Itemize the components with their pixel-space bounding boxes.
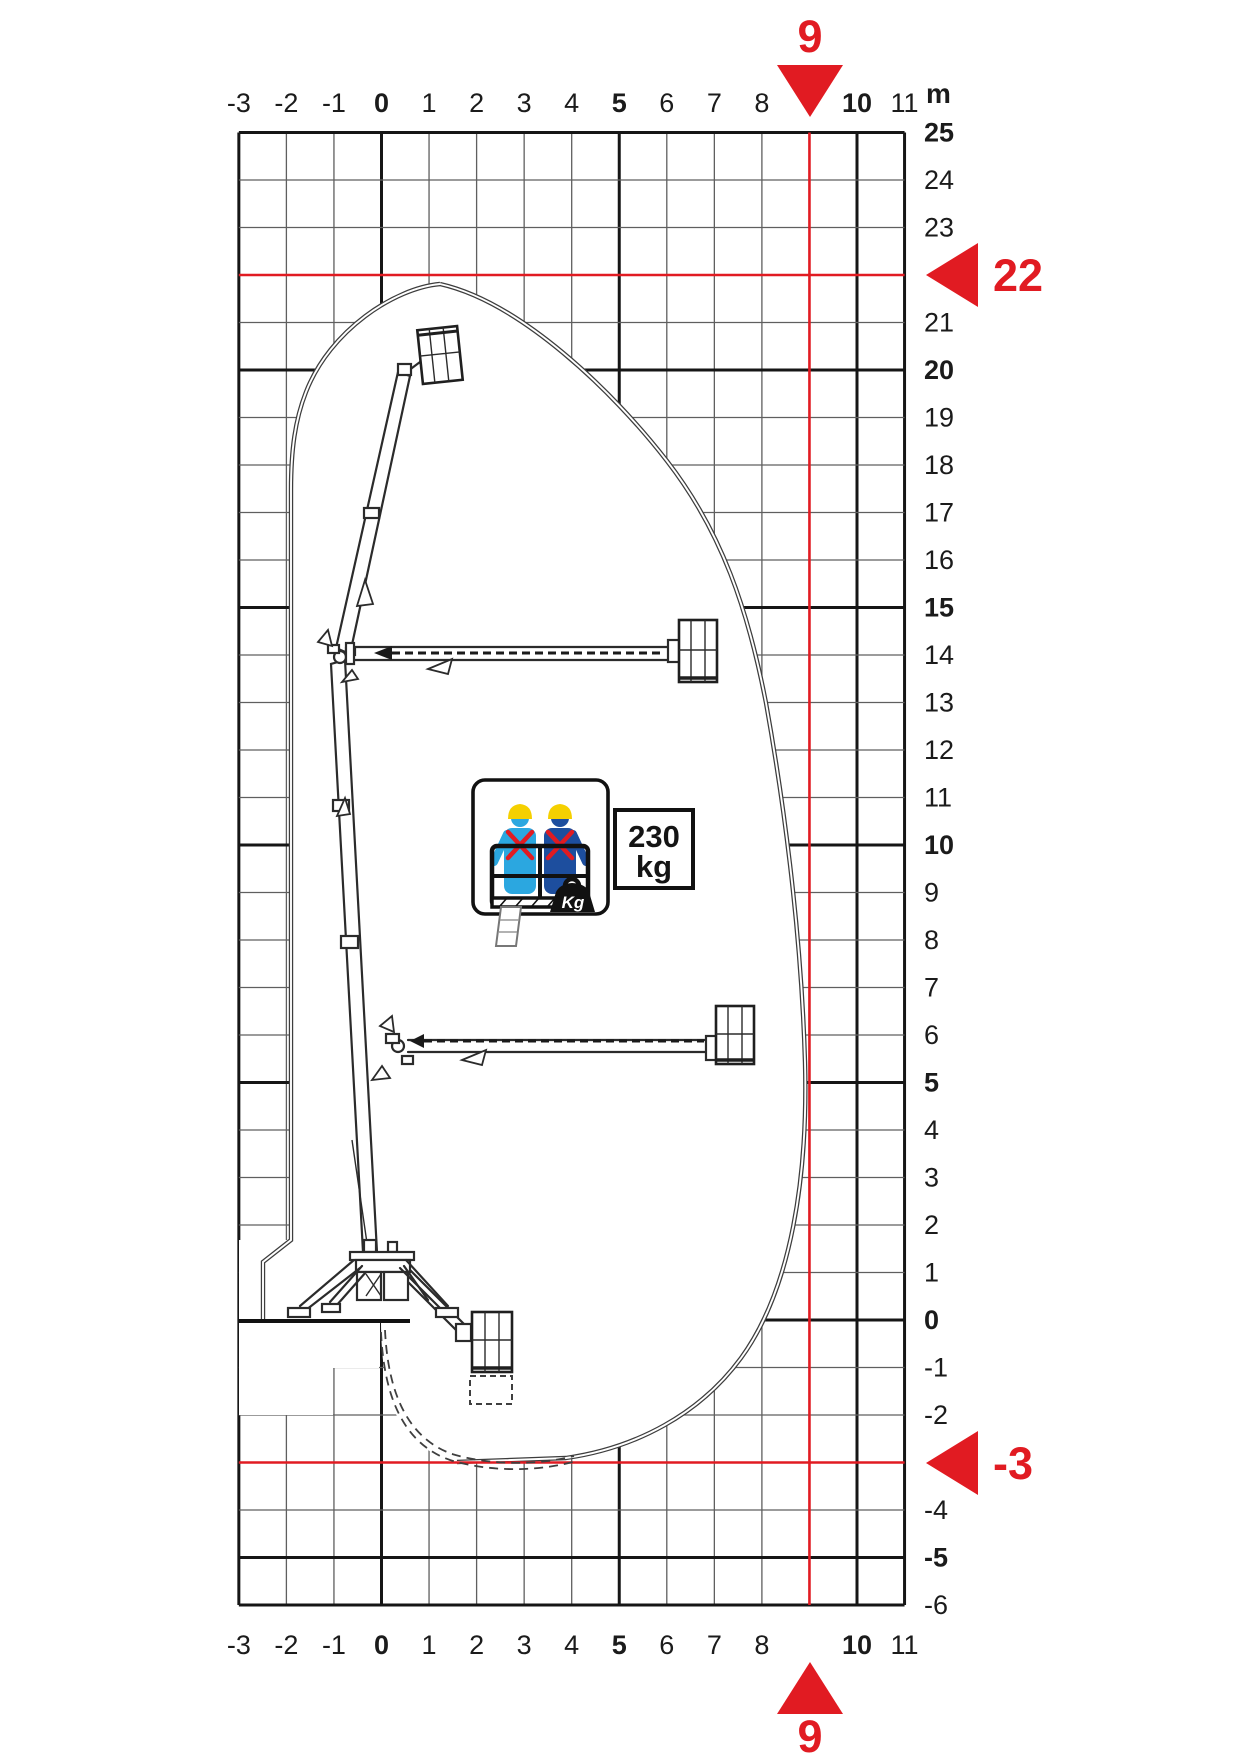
kg-label: Kg <box>561 893 585 912</box>
axis-label: 11 <box>924 782 953 813</box>
triangle-up-icon <box>777 1662 843 1714</box>
axis-label: 16 <box>924 545 955 575</box>
axis-label: 4 <box>564 88 580 118</box>
axis-label: 0 <box>924 1305 940 1335</box>
axis-label: -2 <box>924 1400 949 1430</box>
axis-label: 13 <box>924 687 955 718</box>
min-depth-value: -3 <box>993 1438 1034 1489</box>
axis-label: 2 <box>469 1630 485 1660</box>
axis-label: 4 <box>924 1115 940 1145</box>
max-outreach-marker-bottom <box>777 1662 843 1754</box>
base-mask <box>239 1322 379 1368</box>
outreach-value-bottom: 9 <box>797 1711 823 1754</box>
capacity-unit: kg <box>635 849 673 884</box>
axis-label: 19 <box>924 402 955 433</box>
max-height-marker <box>926 243 1043 307</box>
axis-label: 0 <box>373 88 390 118</box>
axis-label: -3 <box>226 1630 251 1660</box>
axis-label: 1 <box>924 1257 940 1288</box>
axis-label: 9 <box>924 877 940 908</box>
axis-label: 7 <box>924 972 940 1003</box>
capacity-value: 230 <box>628 819 680 854</box>
platform-basket-top <box>417 326 462 384</box>
max-height-value: 22 <box>993 250 1044 301</box>
axis-label: -5 <box>924 1542 949 1573</box>
axis-label: 20 <box>924 355 955 385</box>
axis-label: 7 <box>706 1630 722 1660</box>
base-mask-2 <box>239 1368 333 1415</box>
min-depth-marker <box>926 1431 1033 1495</box>
axis-label: 10 <box>841 88 873 118</box>
axis-label: 10 <box>924 830 955 860</box>
axis-label: 14 <box>924 640 955 670</box>
triangle-down-icon <box>777 65 843 117</box>
axis-label: -4 <box>924 1495 949 1525</box>
platform-basket-6m <box>716 1006 754 1064</box>
axis-label: 11 <box>890 1630 919 1660</box>
axis-label: 5 <box>611 88 627 118</box>
axis-label: -6 <box>924 1590 949 1620</box>
icon-boom-column <box>496 907 521 946</box>
axis-label: 8 <box>754 88 770 118</box>
axis-label: -1 <box>924 1352 949 1383</box>
axis-label: 3 <box>924 1162 940 1193</box>
axis-label: -3 <box>226 88 251 118</box>
platform-basket-14m <box>679 620 717 682</box>
x-axis-labels-bottom <box>227 1630 919 1660</box>
unit-label: m <box>926 78 951 109</box>
axis-label: 23 <box>924 212 955 243</box>
axis-label: 3 <box>516 1630 532 1660</box>
axis-label: 0 <box>373 1630 390 1660</box>
triangle-left-icon <box>926 243 978 307</box>
y-axis-labels-right <box>924 118 954 1621</box>
axis-label: 2 <box>469 88 485 118</box>
axis-label: 21 <box>924 307 955 338</box>
axis-label: 1 <box>421 88 437 118</box>
axis-label: 4 <box>564 1630 580 1660</box>
axis-label: 6 <box>659 1630 675 1660</box>
axis-label: 11 <box>890 88 919 118</box>
axis-label: 5 <box>611 1630 627 1660</box>
axis-label: 8 <box>924 925 940 955</box>
capacity-box <box>615 810 693 888</box>
axis-label: 1 <box>421 1630 437 1660</box>
triangle-left-icon <box>926 1431 978 1495</box>
axis-label: 15 <box>924 592 955 623</box>
axis-label: 25 <box>924 117 955 148</box>
platform-basket-low <box>472 1312 512 1372</box>
axis-label: 17 <box>924 497 955 528</box>
axis-label: 8 <box>754 1630 770 1660</box>
axis-label: 3 <box>516 88 532 118</box>
max-outreach-marker-top <box>777 11 843 117</box>
axis-label: -1 <box>321 88 346 118</box>
axis-label: -1 <box>321 1630 346 1660</box>
axis-label: 2 <box>924 1210 940 1240</box>
axis-label: 10 <box>841 1630 873 1660</box>
axis-label: 6 <box>659 88 675 118</box>
axis-label: 24 <box>924 165 955 195</box>
axis-label: 12 <box>924 735 955 765</box>
outreach-value-top: 9 <box>797 11 823 62</box>
axis-label: 5 <box>924 1067 940 1098</box>
axis-label: -2 <box>274 88 299 118</box>
axis-label: 7 <box>706 88 722 118</box>
axis-label: 6 <box>924 1020 940 1050</box>
axis-label: -2 <box>274 1630 299 1660</box>
axis-label: 18 <box>924 450 955 480</box>
